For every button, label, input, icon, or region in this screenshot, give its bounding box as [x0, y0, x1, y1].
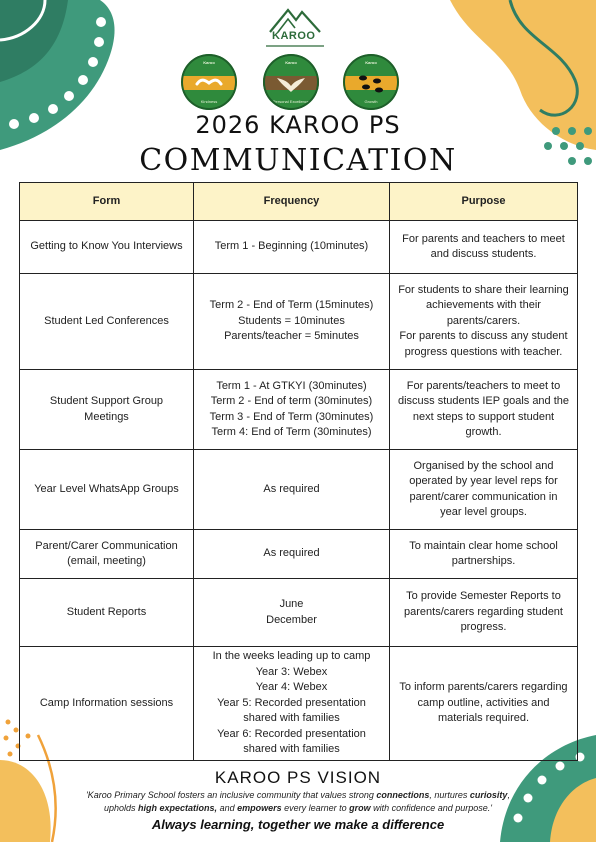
- vision-text-part: , nurtures: [429, 790, 470, 800]
- logo-text: KAROO: [272, 30, 316, 42]
- cell-purpose: [390, 221, 578, 274]
- frequency-line: In the weeks leading up to camp: [212, 650, 371, 663]
- frequency-line: Term 4: End of Term (30minutes): [211, 426, 372, 438]
- cell-frequency: [194, 579, 390, 647]
- purpose-line: For students to share their learning achievements with their parents/carers.: [398, 283, 569, 327]
- badge-label: Kindness: [200, 99, 218, 104]
- frequency-line: As required: [263, 547, 320, 560]
- growth-badge: [343, 54, 399, 110]
- vision-text-part: every learner to: [281, 802, 350, 813]
- column-header-frequency: Frequency: [194, 183, 390, 221]
- frequency-line: December: [266, 613, 317, 626]
- badge-top-text: Karoo: [203, 60, 215, 65]
- vision-title: KAROO PS VISION: [214, 768, 382, 787]
- frequency-line: Term 2 - End of term (30minutes): [210, 395, 373, 407]
- badge-label: Personal Excellence: [272, 99, 310, 104]
- table-row: [20, 450, 578, 530]
- cell-frequency: [194, 370, 390, 450]
- purpose-line: For parents/teachers to meet to discuss students IEP goals and the next steps to support student growth.: [398, 379, 570, 438]
- cell-form: Parent/Carer Communication (email, meeting): [20, 530, 194, 579]
- purpose-line: For parents and teachers to meet and discuss students.: [402, 232, 565, 260]
- cell-form: Student Led Conferences: [20, 274, 194, 370]
- cell-purpose: [390, 647, 578, 761]
- motto: Always learning, together we make a difference: [151, 817, 445, 832]
- personal-excellence-badge: [263, 54, 319, 110]
- vision-emphasis: grow: [349, 802, 371, 813]
- frequency-line: June: [279, 598, 304, 610]
- badge-top-text: Karoo: [285, 60, 297, 65]
- vision-text-part: and: [217, 802, 238, 813]
- table-header-row: [20, 183, 578, 221]
- vision-text-part: with confidence and purpose.': [370, 802, 492, 813]
- table-row: [20, 370, 578, 450]
- vision-text-part: , upholds: [104, 790, 510, 813]
- frequency-line: Year 3: Webex: [255, 665, 328, 678]
- vision-statement: [70, 789, 526, 814]
- cell-form: Getting to Know You Interviews: [20, 221, 194, 274]
- cell-frequency: [194, 221, 390, 274]
- frequency-line: Year 5: Recorded presentation shared with families: [217, 696, 366, 725]
- table-row: [20, 530, 578, 579]
- cell-purpose: [390, 274, 578, 370]
- communication-table: [19, 182, 578, 761]
- frequency-line: Term 1 - At GTKYI (30minutes): [216, 379, 367, 392]
- cell-purpose: [390, 370, 578, 450]
- cell-form: Camp Information sessions: [20, 647, 194, 761]
- purpose-line: To maintain clear home school partnerships.: [409, 539, 558, 567]
- table-row: [20, 221, 578, 274]
- frequency-line: Parents/teacher = 5minutes: [224, 330, 359, 343]
- table-row: [20, 579, 578, 647]
- cell-purpose: [390, 530, 578, 579]
- cell-purpose: [390, 579, 578, 647]
- frequency-line: As required: [263, 482, 320, 495]
- column-header-purpose: Purpose: [390, 183, 578, 221]
- purpose-line: Organised by the school and operated by year level reps for parent/carer communication in year level groups.: [409, 459, 558, 518]
- cell-form: Year Level WhatsApp Groups: [20, 450, 194, 530]
- page-title: COMMUNICATION: [139, 143, 457, 178]
- table-row: [20, 647, 578, 761]
- frequency-line: Term 3 - End of Term (30minutes): [209, 410, 374, 423]
- cell-form: Student Support Group Meetings: [20, 370, 194, 450]
- cell-frequency: [194, 647, 390, 761]
- cell-form: Student Reports: [20, 579, 194, 647]
- cell-purpose: [390, 450, 578, 530]
- vision-emphasis: curiosity: [469, 790, 508, 800]
- column-header-form: Form: [20, 183, 194, 221]
- table-row: [20, 274, 578, 370]
- frequency-line: Students = 10minutes: [238, 314, 345, 327]
- purpose-line: To provide Semester Reports to parents/carers regarding student progress.: [404, 590, 563, 634]
- page-heading: 2026 KAROO PS: [195, 111, 401, 139]
- purpose-line: To inform parents/carers regarding camp outline, activities and materials required.: [399, 681, 568, 725]
- frequency-line: Term 1 - Beginning (10minutes): [214, 240, 369, 253]
- kindness-badge: [181, 54, 237, 110]
- cell-frequency: [194, 530, 390, 579]
- vision-emphasis: empowers: [237, 802, 282, 813]
- frequency-line: Term 2 - End of Term (15minutes): [209, 299, 374, 312]
- vision-text-part: 'Karoo Primary School fosters an inclusive community that values strong: [86, 790, 377, 800]
- badge-label: Growth: [364, 99, 378, 104]
- vision-emphasis: high expectations,: [138, 802, 218, 813]
- purpose-line: For parents to discuss any student progress questions with teacher.: [399, 330, 568, 358]
- frequency-line: Year 6: Recorded presentation shared with families: [217, 727, 366, 756]
- vision-emphasis: connections: [376, 790, 430, 800]
- cell-frequency: [194, 274, 390, 370]
- badge-top-text: Karoo: [365, 60, 377, 65]
- frequency-line: Year 4: Webex: [255, 681, 328, 694]
- cell-frequency: [194, 450, 390, 530]
